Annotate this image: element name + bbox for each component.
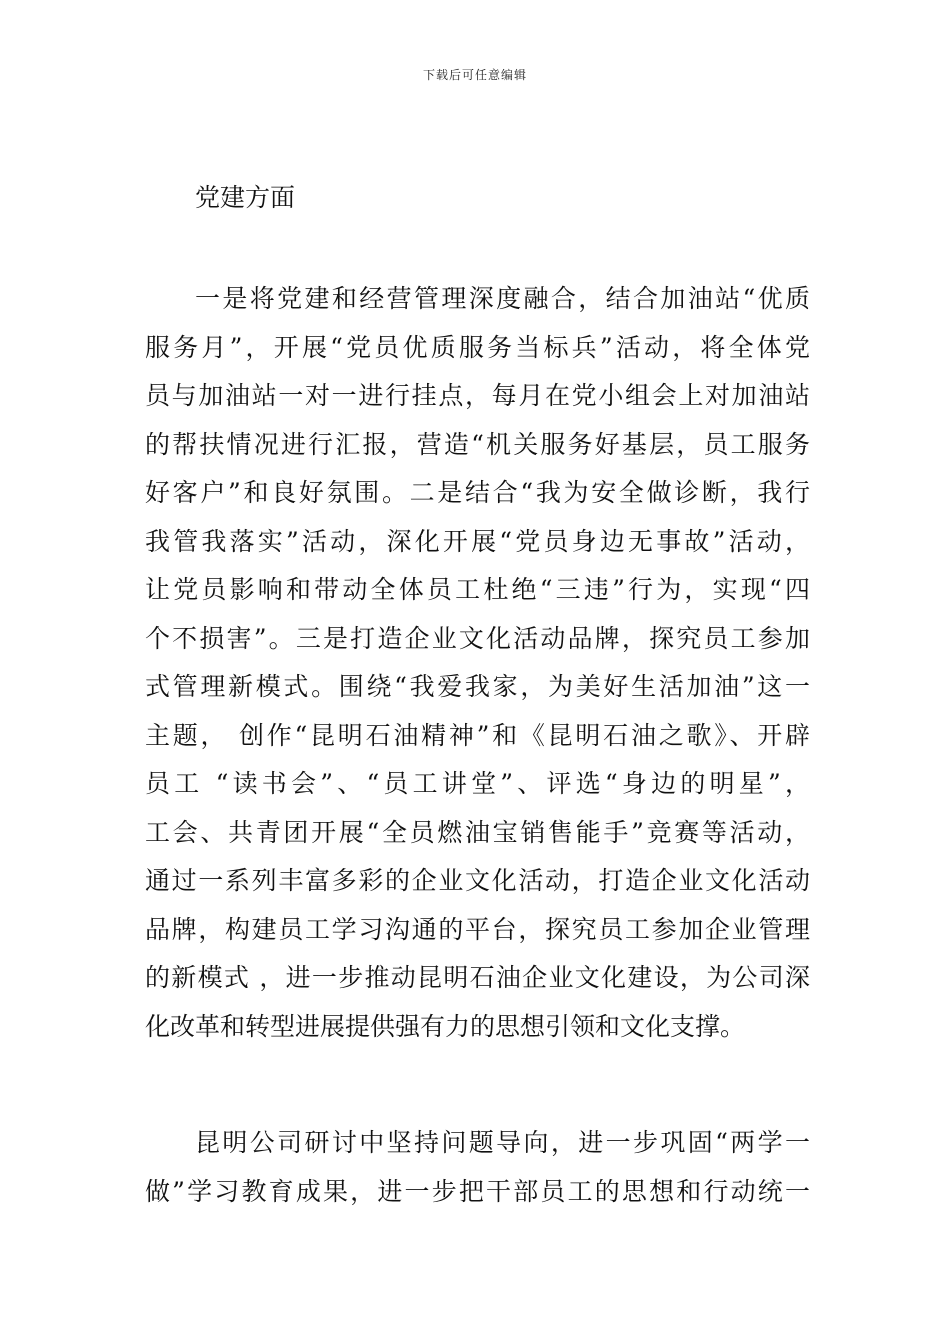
section-heading: 党建方面 — [195, 183, 296, 212]
paragraph-line: 我管我落实”活动，深化开展“党员身边无事故”活动， — [145, 526, 810, 556]
paragraph-line: 的帮扶情况进行汇报，营造“机关服务好基层，员工服务 — [145, 429, 810, 459]
paragraph-line: 服务月”，开展“党员优质服务当标兵”活动，将全体党 — [145, 332, 810, 362]
paragraph-line: 员与加油站一对一进行挂点，每月在党小组会上对加油站 — [145, 381, 810, 410]
paragraph-line: 员工 “读书会”、“员工讲堂”、评选“身边的明星”， — [145, 769, 810, 798]
paragraph-line: 昆明公司研讨中坚持问题导向，进一步巩固“两学一 — [195, 1128, 810, 1157]
paragraph-line: 化改革和转型进展提供强有力的思想引领和文化支撑。 — [145, 1011, 746, 1041]
paragraph — [145, 275, 810, 1051]
paragraph-line: 一是将党建和经营管理深度融合，结合加油站“优质 — [195, 284, 810, 313]
paragraph-line: 通过一系列丰富多彩的企业文化活动，打造企业文化活动 — [145, 866, 810, 895]
paragraph-line: 品牌，构建员工学习沟通的平台，探究员工参加企业管理 — [145, 914, 810, 944]
paragraph — [145, 1119, 810, 1216]
page-header: 下载后可任意编辑 — [422, 68, 527, 82]
paragraph-line: 做”学习教育成果，进一步把干部员工的思想和行动统一 — [145, 1176, 810, 1206]
paragraph-line: 主题， 创作“昆明石油精神”和《昆明石油之歌》、开辟 — [145, 720, 810, 750]
paragraph-line: 工会、共青团开展“全员燃油宝销售能手”竞赛等活动， — [145, 817, 810, 847]
paragraph-line: 式管理新模式。围绕“我爱我家，为美好生活加油”这一 — [145, 672, 810, 701]
paragraph-line: 的新模式 ，进一步推动昆明石油企业文化建设，为公司深 — [145, 963, 810, 992]
paragraph-line: 个不损害”。三是打造企业文化活动品牌，探究员工参加 — [145, 623, 810, 653]
paragraph-line: 好客户”和良好氛围。二是结合“我为安全做诊断，我行 — [145, 478, 810, 507]
paragraph-line: 让党员影响和带动全体员工杜绝“三违”行为，实现“四 — [145, 575, 810, 604]
